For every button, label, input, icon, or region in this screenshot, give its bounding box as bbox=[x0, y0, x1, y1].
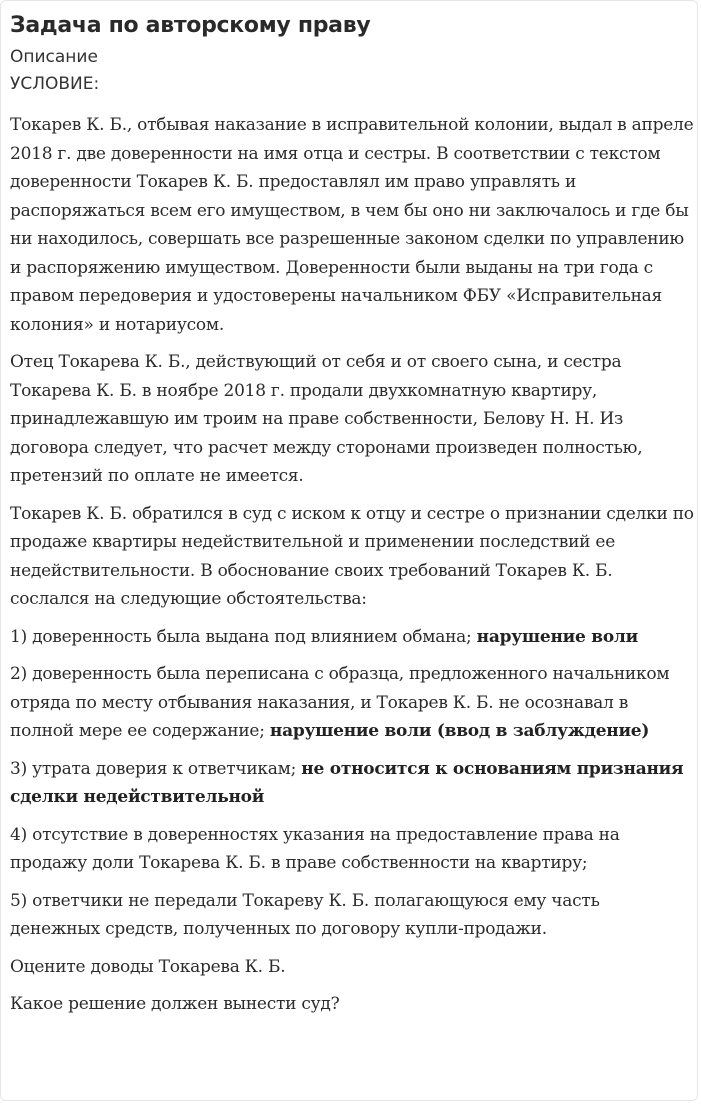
claim-item-3-text: 3) утрата доверия к ответчикам; bbox=[10, 758, 302, 779]
paragraph-2: Отец Токарева К. Б., действующий от себя и от своего сына, и сестра Токарева К. Б. в ноябре 2018 г. продали двухкомнатную квартиру, принадлежавшую им троим на праве собственности, Белову Н. Н. Из договора следует, что расчет между сторонами произведен полностью, претензий по оплате не имеется. bbox=[10, 352, 643, 486]
claim-item-4-text: 4) отсутствие в доверенностях указания на предоставление права на продажу доли Токарева К. Б. в праве собственности на квартиру; bbox=[10, 824, 620, 873]
paragraph-3: Токарев К. Б. обратился в суд с иском к отцу и сестре о признании сделки по продаже квартиры недействительной и применении последствий ее недействительности. В обоснование своих требований Токарев К. Б. сослался на следующие обстоятельства: bbox=[10, 503, 694, 609]
description-label: Описание bbox=[10, 47, 98, 67]
page-title: Задача по авторскому праву bbox=[10, 13, 371, 38]
claim-item-3-note: не относится к основаниям признания сделки недействительной bbox=[10, 758, 684, 807]
claim-item-1-note: нарушение воли bbox=[476, 626, 639, 647]
claim-item-2-note: нарушение воли (ввод в заблуждение) bbox=[269, 721, 650, 741]
claim-item-3 bbox=[10, 755, 694, 812]
claim-item-2-text: 2) доверенность была переписана с образца, предложенного начальником отряда по месту отбывания наказания, и Токарев К. Б. не осознавал в полной мере ее содержание; bbox=[10, 664, 670, 741]
claim-item-4 bbox=[10, 821, 694, 878]
question-2: Какое решение должен вынести суд? bbox=[10, 994, 340, 1014]
paragraph-1: Токарев К. Б., отбывая наказание в исправительной колонии, выдал в апреле 2018 г. две доверенности на имя отца и сестры. В соответствии с текстом доверенности Токарев К. Б. предоставлял им право управлять и распоряжаться всем его имуществом, в чем бы оно ни заключалось и где бы ни находилось, совершать все разрешенные законом сделки по управлению и распоряжению имуществом. Доверенности были выданы на три года с правом передоверия и удостоверены начальником ФБУ «Исправительная колония» и нотариусом. bbox=[10, 115, 694, 335]
claim-item-1 bbox=[10, 623, 694, 652]
task-content bbox=[10, 9, 694, 1028]
claim-item-5 bbox=[10, 887, 694, 944]
claim-item-2 bbox=[10, 660, 694, 746]
condition-label: УСЛОВИЕ: bbox=[10, 74, 100, 94]
question-1: Оцените доводы Токарева К. Б. bbox=[10, 956, 286, 977]
claim-item-1-text: 1) доверенность была выдана под влиянием обмана; bbox=[10, 626, 477, 647]
claim-item-5-text: 5) ответчики не передали Токареву К. Б. полагающуюся ему часть денежных средств, полученных по договору купли-продажи. bbox=[10, 890, 600, 939]
